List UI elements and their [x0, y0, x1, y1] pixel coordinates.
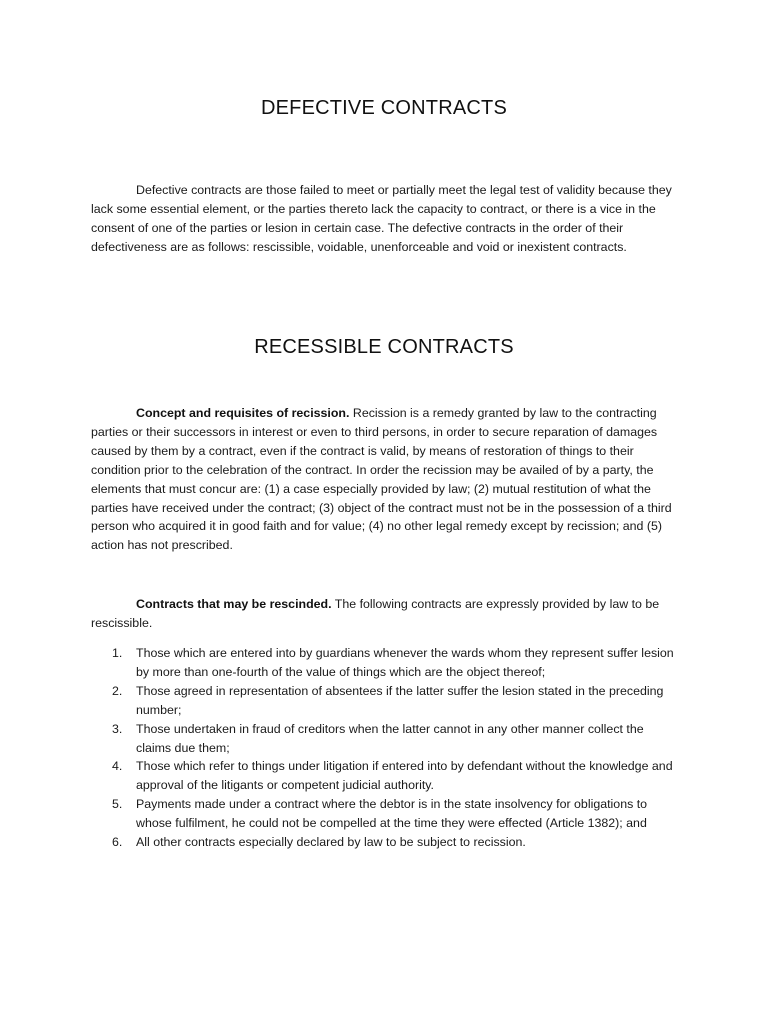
rescissible-contracts-list: [91, 644, 681, 852]
list-item-number: 5.: [112, 797, 123, 812]
list-item: [91, 757, 681, 795]
concept-lead: Concept and requisites of recission.: [136, 406, 350, 420]
list-item-number: 6.: [112, 835, 123, 850]
list-item-text: All other contracts especially declared by law to be subject to recission.: [136, 835, 526, 850]
list-item-number: 2.: [112, 683, 123, 698]
rescindable-lead: Contracts that may be rescinded.: [136, 597, 332, 611]
document-title: DEFECTIVE CONTRACTS: [260, 97, 508, 119]
list-item-text: Payments made under a contract where the debtor is in the state insolvency for obligations to whose fulfilment, he could not be compelled at the time they were effected (Article 1382); and: [136, 797, 648, 831]
list-item-text: Those which refer to things under litigation if entered into by defendant without the knowledge and approval of the litigants or competent judicial authority.: [136, 759, 673, 793]
intro-paragraph: Defective contracts are those failed to meet or partially meet the legal test of validity because they lack some essential element, or the parties thereto lack the capacity to contract, or there is a vice in the consent of one of the parties or lesion in certain case. The defective contracts in the order of their defectiveness are as follows: rescissible, voidable, unenforceable and void or inexistent contracts.: [91, 183, 672, 254]
list-item: [91, 833, 681, 852]
list-item-text: Those which are entered into by guardians whenever the wards whom they represent suffer lesion by more than one-fourth of the value of things which are the object thereof;: [136, 646, 674, 679]
list-item-number: 3.: [112, 721, 123, 736]
list-item: [91, 682, 681, 720]
rescindable-text: The following contracts are expressly provided by law to be rescissible.: [91, 597, 660, 630]
list-item-number: 1.: [112, 646, 123, 660]
section-heading: RECESSIBLE CONTRACTS: [254, 336, 514, 358]
list-item-text: Those agreed in representation of absentees if the latter suffer the lesion stated in the preceding number;: [136, 683, 664, 717]
list-item: [91, 644, 681, 682]
concept-text: Recission is a remedy granted by law to the contracting parties or their successors in interest or even to third persons, in order to secure reparation of damages caused by them by a contract, even if the contract is valid, by means of restoration of things to their condition prior to the celebration of the contract. In order the recission may be availed of by a party, the elements that must concur are: (1) a case especially provided by law; (2) mutual restitution of what the parties have received under the contract; (3) object of the contract must not be in the possession of a third person who acquired it in good faith and for value; (4) no other legal remedy except by recission; and (5) action has not prescribed.: [91, 406, 672, 553]
concept-paragraph: [91, 404, 681, 555]
list-item-text: Those undertaken in fraud of creditors when the latter cannot in any other manner collect the claims due them;: [136, 721, 644, 755]
rescindable-paragraph: [91, 595, 681, 633]
list-item: [91, 795, 681, 833]
list-item-number: 4.: [112, 759, 123, 774]
list-item: [91, 720, 681, 758]
